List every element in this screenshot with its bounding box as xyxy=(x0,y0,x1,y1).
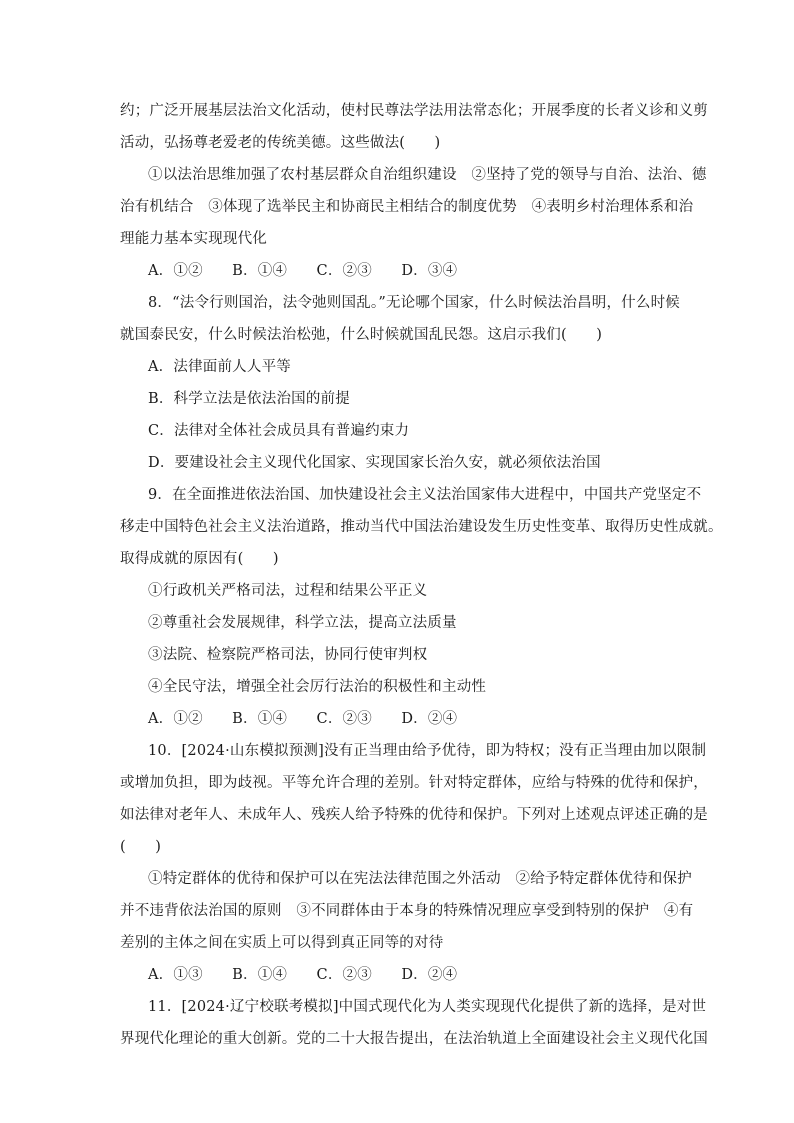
q9-stem-line: 取得成就的原因有( ) xyxy=(120,551,279,567)
q7-stem-line: 活动，弘扬尊老爱老的传统美德。这些做法( ) xyxy=(120,135,441,151)
q9-option-3: ③法院、检察院严格司法，协同行使审判权 xyxy=(148,647,428,663)
q10-options-line: ①特定群体的优待和保护可以在宪法法律范围之外活动 ②给予特定群体优待和保护 xyxy=(148,871,692,887)
q8-stem-line: 就国泰民安，什么时候法治松弛，什么时候就国乱民怨。这启示我们( ) xyxy=(120,327,603,343)
q9-option-1: ①行政机关严格司法，过程和结果公平正义 xyxy=(148,583,428,599)
q8-option-b: B．科学立法是依法治国的前提 xyxy=(148,391,350,407)
q11-stem-line: 11．[2024·辽宁校联考模拟]中国式现代化为人类实现现代化提供了新的选择，是对世 xyxy=(148,999,707,1015)
q9-stem-line: 移走中国特色社会主义法治道路，推动当代中国法治建设发生历史性变革、取得历史性成就。 xyxy=(120,519,723,535)
q10-options-line: 并不违背依法治国的原则 ③不同群体由于本身的特殊情况理应享受到特别的保护 ④有 xyxy=(120,903,694,919)
q7-options-line: ①以法治思维加强了农村基层群众自治组织建设 ②坚持了党的领导与自治、法治、德 xyxy=(148,167,707,183)
q8-option-a: A．法律面前人人平等 xyxy=(148,359,291,375)
q10-stem-line: ( ) xyxy=(120,839,162,855)
q10-stem-line: 10．[2024·山东模拟预测]没有正当理由给予优待，即为特权；没有正当理由加以限制 xyxy=(148,743,707,759)
q7-options-line: 治有机结合 ③体现了选举民主和协商民主相结合的制度优势 ④表明乡村治理体系和治 xyxy=(120,199,694,215)
q8-option-c: C．法律对全体社会成员具有普遍约束力 xyxy=(148,423,410,439)
q7-stem-line: 约；广泛开展基层法治文化活动，使村民尊法学法用法常态化；开展季度的长者义诊和义剪 xyxy=(120,103,708,119)
q8-stem-line: 8．“法令行则国治，法令弛则国乱。”无论哪个国家，什么时候法治昌明，什么时候 xyxy=(148,295,680,311)
q9-option-2: ②尊重社会发展规律，科学立法，提高立法质量 xyxy=(148,615,457,631)
q10-stem-line: 如法律对老年人、未成年人、残疾人给予特殊的优待和保护。下列对上述观点评述正确的是 xyxy=(120,807,708,823)
q9-option-4: ④全民守法，增强全社会厉行法治的积极性和主动性 xyxy=(148,679,487,695)
q9-stem-line: 9．在全面推进依法治国、加快建设社会主义法治国家伟大进程中，中国共产党坚定不 xyxy=(148,487,702,503)
q10-options-line: 差别的主体之间在实质上可以得到真正同等的对待 xyxy=(120,935,444,951)
q10-answer-choices: A．①③ B．①④ C．②③ D．②④ xyxy=(148,967,458,983)
q10-stem-line: 或增加负担，即为歧视。平等允许合理的差别。针对特定群体，应给与特殊的优待和保护， xyxy=(120,775,708,791)
q7-options-line: 理能力基本实现现代化 xyxy=(120,231,267,247)
q8-option-d: D．要建设社会主义现代化国家、实现国家长治久安，就必须依法治国 xyxy=(148,455,601,471)
q9-answer-choices: A．①② B．①④ C．②③ D．②④ xyxy=(148,711,458,727)
q11-stem-line: 界现代化理论的重大创新。党的二十大报告提出，在法治轨道上全面建设社会主义现代化国 xyxy=(120,1031,708,1047)
q7-answer-choices: A．①② B．①④ C．②③ D．③④ xyxy=(148,263,458,279)
